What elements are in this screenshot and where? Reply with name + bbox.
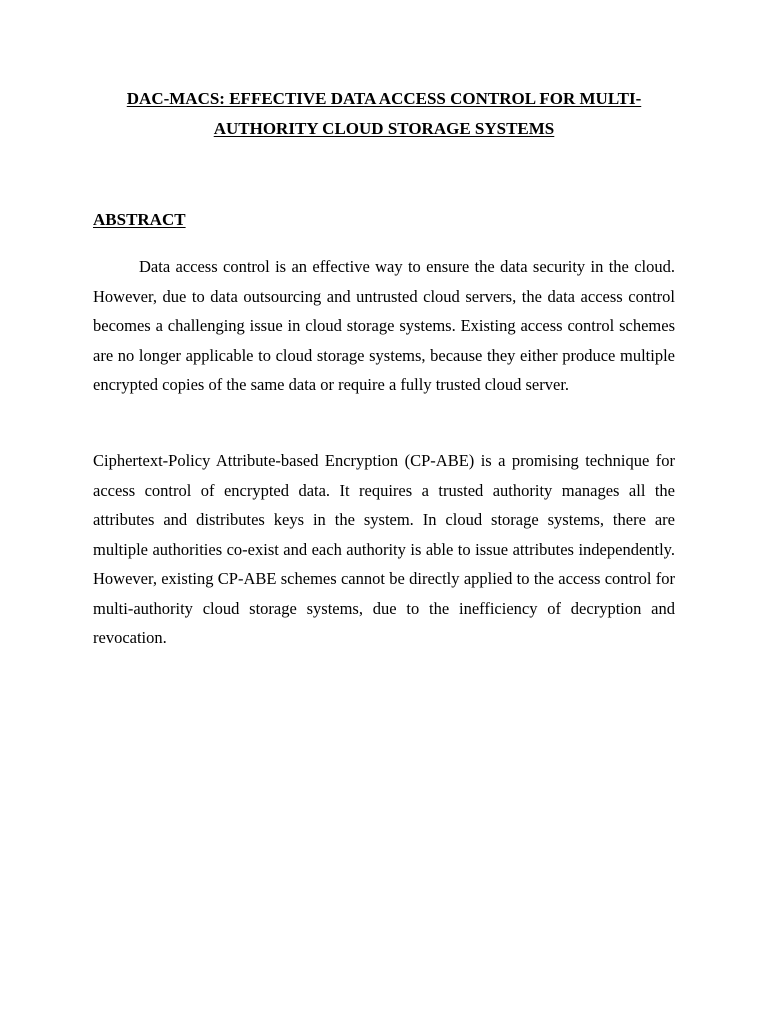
document-title [80,84,688,144]
title-line-1: DAC-MACS: EFFECTIVE DATA ACCESS CONTROL FOR MULTI- [126,89,642,108]
abstract-paragraph-1: Data access control is an effective way to ensure the data security in the cloud. However, due to data outsourcing and untrusted cloud servers, the data access control becomes a challenging issue in cloud storage systems. Existing access control schemes are no longer applicable to cloud storage systems, because they either produce multiple encrypted copies of the same data or require a fully trusted cloud server. [93,257,675,394]
abstract-heading: ABSTRACT [93,210,186,229]
abstract-paragraph-2: Ciphertext-Policy Attribute-based Encryption (CP-ABE) is a promising technique for access control of encrypted data. It requires a trusted authority manages all the attributes and distributes keys in the system. In cloud storage systems, there are multiple authorities co-exist and each authority is able to issue attributes independently. However, existing CP-ABE schemes cannot be directly applied to the access control for multi-authority cloud storage systems, due to the inefficiency of decryption and revocation. [93,451,675,647]
title-line-2: AUTHORITY CLOUD STORAGE SYSTEMS [213,119,555,138]
